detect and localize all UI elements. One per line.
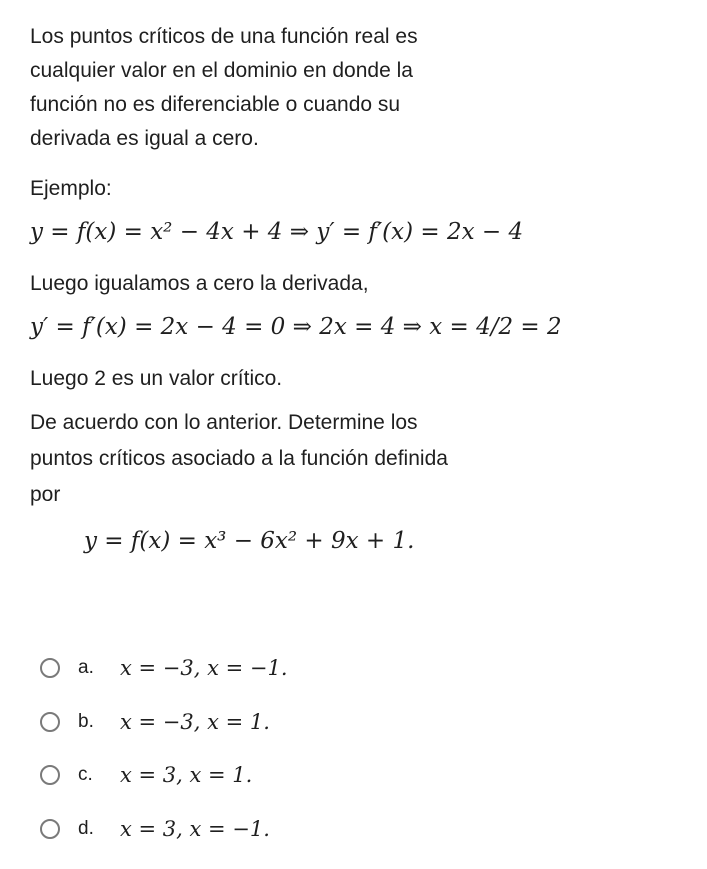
option-b[interactable] — [40, 705, 460, 739]
intro-line: cualquier valor en el dominio en donde la — [30, 59, 413, 82]
option-text: x = −3, x = −1. — [120, 656, 288, 680]
question-line: De acuerdo con lo anterior. Determine los — [30, 411, 418, 434]
radio-button[interactable] — [40, 712, 60, 732]
step-text: Luego igualamos a cero la derivada, — [30, 272, 369, 295]
option-a[interactable] — [40, 651, 460, 685]
option-text: x = −3, x = 1. — [120, 710, 270, 734]
radio-button[interactable] — [40, 658, 60, 678]
option-letter: a. — [78, 657, 94, 678]
example-label: Ejemplo: — [30, 177, 112, 200]
intro-line: función no es diferenciable o cuando su — [30, 93, 401, 116]
conclusion-text: Luego 2 es un valor crítico. — [30, 367, 283, 390]
option-text: x = 3, x = −1. — [120, 817, 270, 841]
option-text: x = 3, x = 1. — [120, 763, 253, 787]
intro-line: derivada es igual a cero. — [30, 127, 259, 150]
question-equation: y = f(x) = x³ − 6x² + 9x + 1. — [84, 528, 415, 554]
example-equation: y = f(x) = x² − 4x + 4 ⇒ y′ = f′(x) = 2x − 4 — [30, 219, 524, 245]
radio-button[interactable] — [40, 765, 60, 785]
question-line: puntos críticos asociado a la función definida — [30, 447, 448, 470]
option-c[interactable] — [40, 758, 460, 792]
step-equation: y′ = f′(x) = 2x − 4 = 0 ⇒ 2x = 4 ⇒ x = 4/2 = 2 — [30, 314, 562, 340]
intro-line: Los puntos críticos de una función real es — [30, 25, 418, 48]
radio-button[interactable] — [40, 819, 60, 839]
option-letter: c. — [78, 764, 93, 785]
question-line: por — [30, 483, 61, 506]
option-d[interactable] — [40, 812, 460, 846]
option-letter: b. — [78, 711, 94, 732]
option-letter: d. — [78, 818, 94, 839]
